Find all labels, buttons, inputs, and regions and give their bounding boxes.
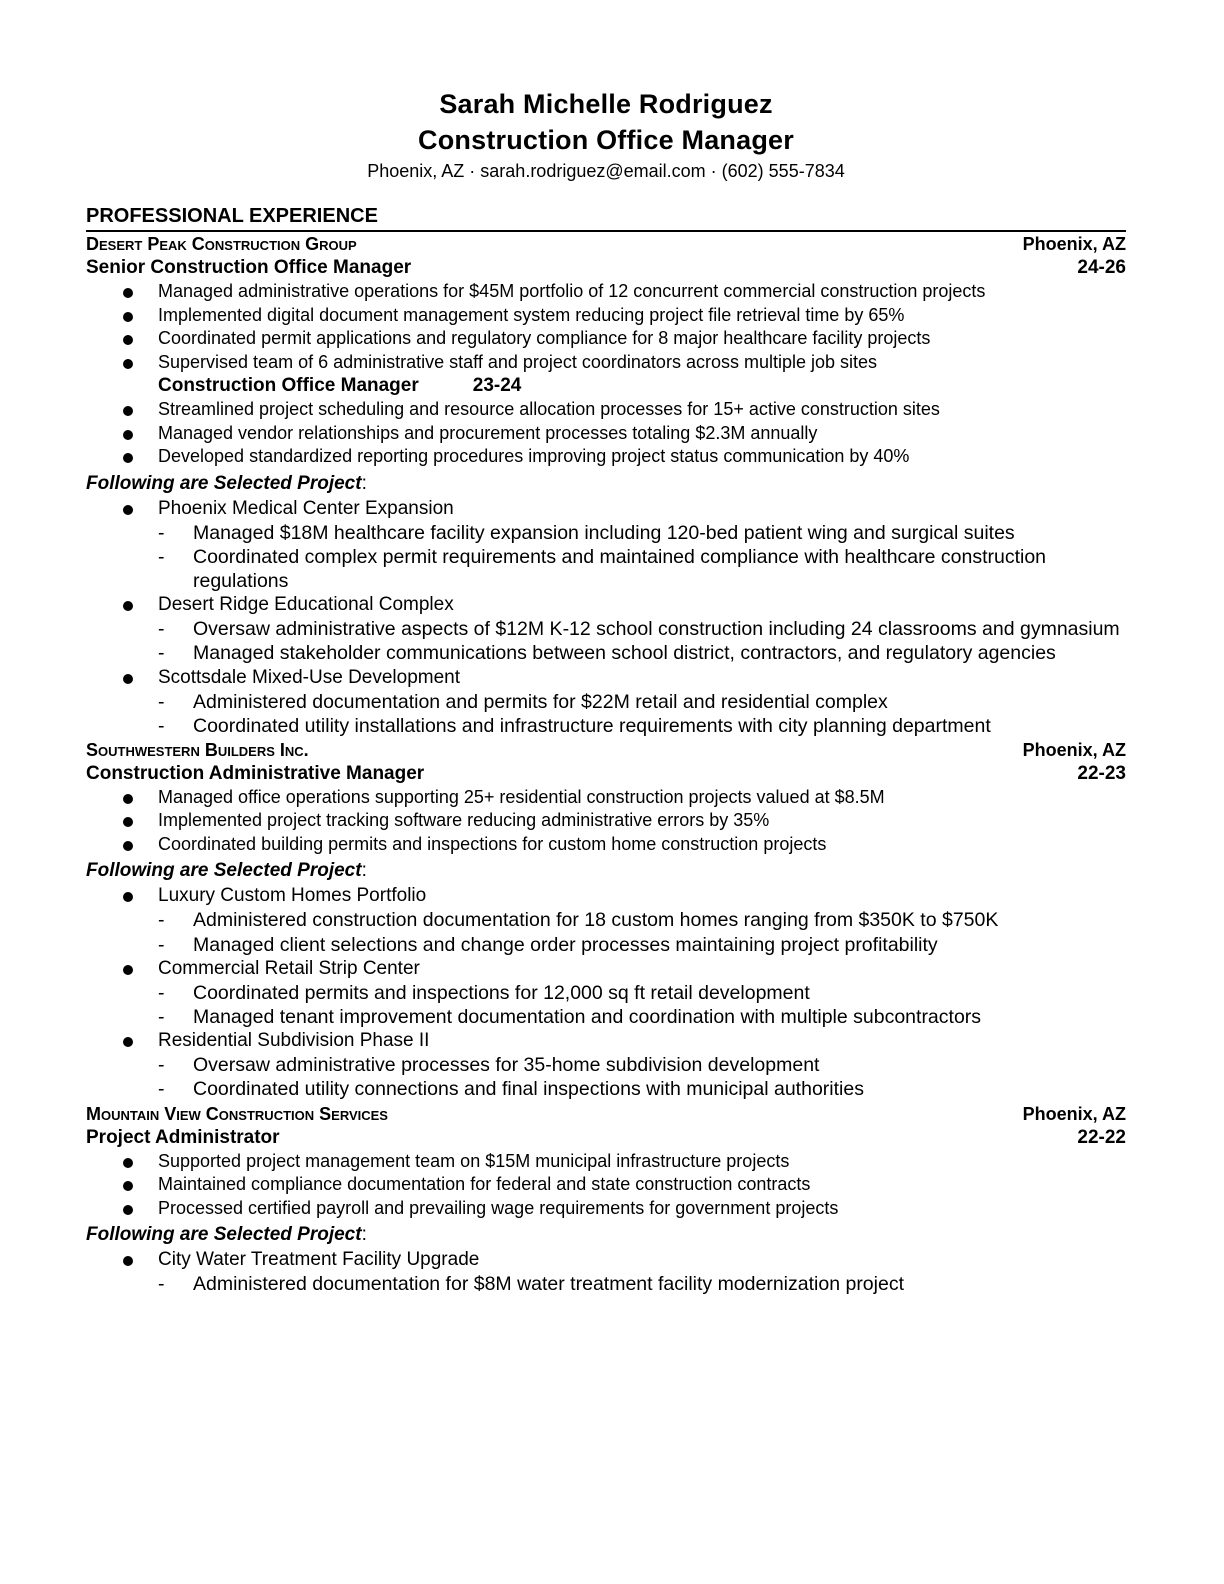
bullet-icon [123,892,133,902]
project-name [86,1029,1126,1053]
project-list [86,1248,1126,1296]
project-details [86,981,1126,1029]
project-item [86,1029,1126,1101]
detail-item [86,981,1126,1005]
detail-text: Oversaw administrative aspects of $12M K-12 school construction including 24 classrooms and gymnasium [193,618,1120,641]
detail-item [86,641,1126,665]
bullet-icon [123,335,133,345]
dash-icon: - [158,981,165,1004]
bullet-icon [123,453,133,463]
role-row [86,762,1126,786]
dash-icon: - [158,1054,165,1077]
project-list [86,884,1126,1101]
bullet-item [86,422,1126,446]
bullet-text: Coordinated permit applications and regulatory compliance for 8 major healthcare facility projects [158,328,931,348]
detail-text: Managed stakeholder communications between school district, contractors, and regulatory agencies [193,642,1056,665]
project-details [86,1272,1126,1296]
job-entry [86,232,1126,738]
dash-icon: - [158,1006,165,1029]
project-item [86,666,1126,738]
job-entry [86,738,1126,1102]
company-name: Mountain View Construction Services [86,1103,388,1124]
sub-role-bullets [86,398,1126,469]
bullet-icon [123,1158,133,1168]
detail-text: Coordinated complex permit requirements and maintained compliance with healthcare construction regulations [193,545,1047,592]
bullet-icon [123,406,133,416]
project-item [86,593,1126,665]
job-title: Senior Construction Office Manager [86,257,412,278]
bullet-item [86,280,1126,304]
role-row [86,256,1126,280]
job-bullets [86,280,1126,374]
project-name-text: Residential Subdivision Phase II [158,1030,430,1052]
dash-icon: - [158,714,165,737]
project-name [86,957,1126,981]
project-item [86,1248,1126,1296]
bullet-item [86,809,1126,833]
bullet-icon [123,1205,133,1215]
project-item [86,497,1126,594]
bullet-icon [123,965,133,975]
bullet-item [86,833,1126,857]
detail-text: Managed tenant improvement documentation and coordination with multiple subcontractors [193,1006,982,1029]
bullet-icon [123,1037,133,1047]
bullet-icon [123,505,133,515]
job-title: Construction Administrative Manager [86,762,425,784]
bullet-icon [123,794,133,804]
project-details [86,908,1126,956]
detail-item [86,908,1126,932]
bullet-text: Managed vendor relationships and procurement processes totaling $2.3M annually [158,422,818,443]
project-name-text: Desert Ridge Educational Complex [158,594,454,616]
job-title: Project Administrator [86,1126,280,1148]
bullet-item [86,351,1126,375]
bullet-text: Developed standardized reporting procedures improving project status communication by 40% [158,446,910,466]
job-dates: 24-26 [1077,257,1126,278]
dash-icon: - [158,1078,165,1101]
bullet-text: Maintained compliance documentation for federal and state construction contracts [158,1174,811,1195]
project-name [86,497,1126,521]
dash-icon: - [158,521,165,544]
job-dates: 22-22 [1077,1126,1126,1148]
bullet-text: Streamlined project scheduling and resource allocation processes for 15+ active construction sites [158,399,940,419]
bullet-item [86,1150,1126,1174]
project-details [86,521,1126,594]
company-row [86,738,1126,762]
bullet-text: Implemented digital document management system reducing project file retrieval time by 65% [158,304,905,325]
bullet-icon [123,430,133,440]
detail-item [86,690,1126,714]
selected-label-text: Following are Selected Project [86,1224,362,1246]
detail-text: Managed $18M healthcare facility expansion including 120-bed patient wing and surgical suites [193,521,1015,544]
detail-item [86,1053,1126,1077]
project-name-text: Commercial Retail Strip Center [158,957,420,979]
selected-label-colon: : [361,1224,367,1246]
project-name-text: Phoenix Medical Center Expansion [158,497,454,519]
job-bullets [86,1150,1126,1221]
bullet-icon [123,312,133,322]
bullet-text: Supported project management team on $15M municipal infrastructure projects [158,1150,790,1171]
project-name [86,1248,1126,1272]
selected-projects-label [86,1222,1126,1248]
detail-text: Administered documentation for $8M water treatment facility modernization project [193,1273,904,1296]
job-location: Phoenix, AZ [1022,1103,1126,1124]
selected-label-text: Following are Selected Project [86,860,362,882]
detail-text: Oversaw administrative processes for 35-home subdivision development [193,1054,820,1077]
sub-role-title: Construction Office Manager [158,375,419,396]
selected-label-colon: : [361,472,367,494]
bullet-icon [123,841,133,851]
detail-item [86,521,1126,545]
job-bullets [86,786,1126,857]
project-item [86,884,1126,956]
bullet-text: Managed administrative operations for $45M portfolio of 12 concurrent commercial construction projects [158,281,986,301]
bullet-item [86,1173,1126,1197]
bullet-icon [123,601,133,611]
bullet-icon [123,1181,133,1191]
detail-text: Coordinated utility installations and infrastructure requirements with city planning department [193,714,991,737]
bullet-icon [123,1256,133,1266]
project-name-text: Scottsdale Mixed-Use Development [158,666,461,688]
resume-header [86,86,1126,184]
bullet-icon [123,359,133,369]
job-dates: 22-23 [1077,762,1126,784]
bullet-item [86,304,1126,328]
sub-role-dates: 23-24 [472,375,522,396]
detail-item [86,1005,1126,1029]
detail-item [86,714,1126,738]
selected-projects-label [86,471,1126,497]
detail-item [86,1272,1126,1296]
detail-text: Administered documentation and permits for $22M retail and residential complex [193,690,888,713]
project-name [86,593,1126,617]
candidate-name: Sarah Michelle Rodriguez [439,89,773,119]
bullet-text: Implemented project tracking software reducing administrative errors by 35% [158,810,770,831]
bullet-item [86,786,1126,810]
job-entry [86,1102,1126,1297]
project-name-text: City Water Treatment Facility Upgrade [158,1249,480,1271]
bullet-text: Supervised team of 6 administrative staff and project coordinators across multiple job sites [158,351,878,372]
project-details [86,690,1126,738]
company-row [86,1102,1126,1126]
bullet-icon [123,288,133,298]
job-location: Phoenix, AZ [1022,739,1126,760]
selected-projects-label [86,858,1126,884]
project-details [86,617,1126,665]
detail-text: Managed client selections and change order processes maintaining project profitability [193,933,938,956]
sub-role-row [86,374,1126,398]
resume-page [86,86,1126,1296]
dash-icon: - [158,1273,165,1296]
bullet-text: Processed certified payroll and prevailing wage requirements for government projects [158,1197,839,1218]
candidate-headline: Construction Office Manager [418,125,794,155]
detail-item [86,545,1126,593]
detail-text: Administered construction documentation for 18 custom homes ranging from $350K to $750K [193,909,999,932]
company-name: Desert Peak Construction Group [86,234,357,254]
dash-icon: - [158,642,165,665]
detail-item [86,617,1126,641]
selected-label-colon: : [361,860,367,882]
bullet-icon [123,674,133,684]
contact-line: Phoenix, AZ · sarah.rodriguez@email.com · (602) 555-7834 [367,161,845,181]
selected-label-text: Following are Selected Project [86,472,362,494]
section-title-experience: PROFESSIONAL EXPERIENCE [86,204,1126,232]
bullet-text: Managed office operations supporting 25+ residential construction projects valued at $8.5M [158,786,885,807]
project-name-text: Luxury Custom Homes Portfolio [158,885,427,907]
bullet-item [86,1197,1126,1221]
project-name [86,884,1126,908]
dash-icon: - [158,618,165,641]
detail-item [86,1077,1126,1101]
project-list [86,497,1126,738]
role-row [86,1126,1126,1150]
dash-icon: - [158,933,165,956]
company-row [86,232,1126,256]
project-item [86,957,1126,1029]
project-name [86,666,1126,690]
detail-item [86,933,1126,957]
dash-icon: - [158,690,165,713]
bullet-item [86,398,1126,422]
bullet-item [86,445,1126,469]
bullet-icon [123,817,133,827]
bullet-item [86,327,1126,351]
bullet-text: Coordinated building permits and inspections for custom home construction projects [158,833,827,854]
project-details [86,1053,1126,1101]
dash-icon: - [158,545,165,568]
job-location: Phoenix, AZ [1022,234,1126,254]
detail-text: Coordinated permits and inspections for 12,000 sq ft retail development [193,981,810,1004]
dash-icon: - [158,909,165,932]
company-name: Southwestern Builders Inc. [86,739,309,760]
detail-text: Coordinated utility connections and final inspections with municipal authorities [193,1078,864,1101]
